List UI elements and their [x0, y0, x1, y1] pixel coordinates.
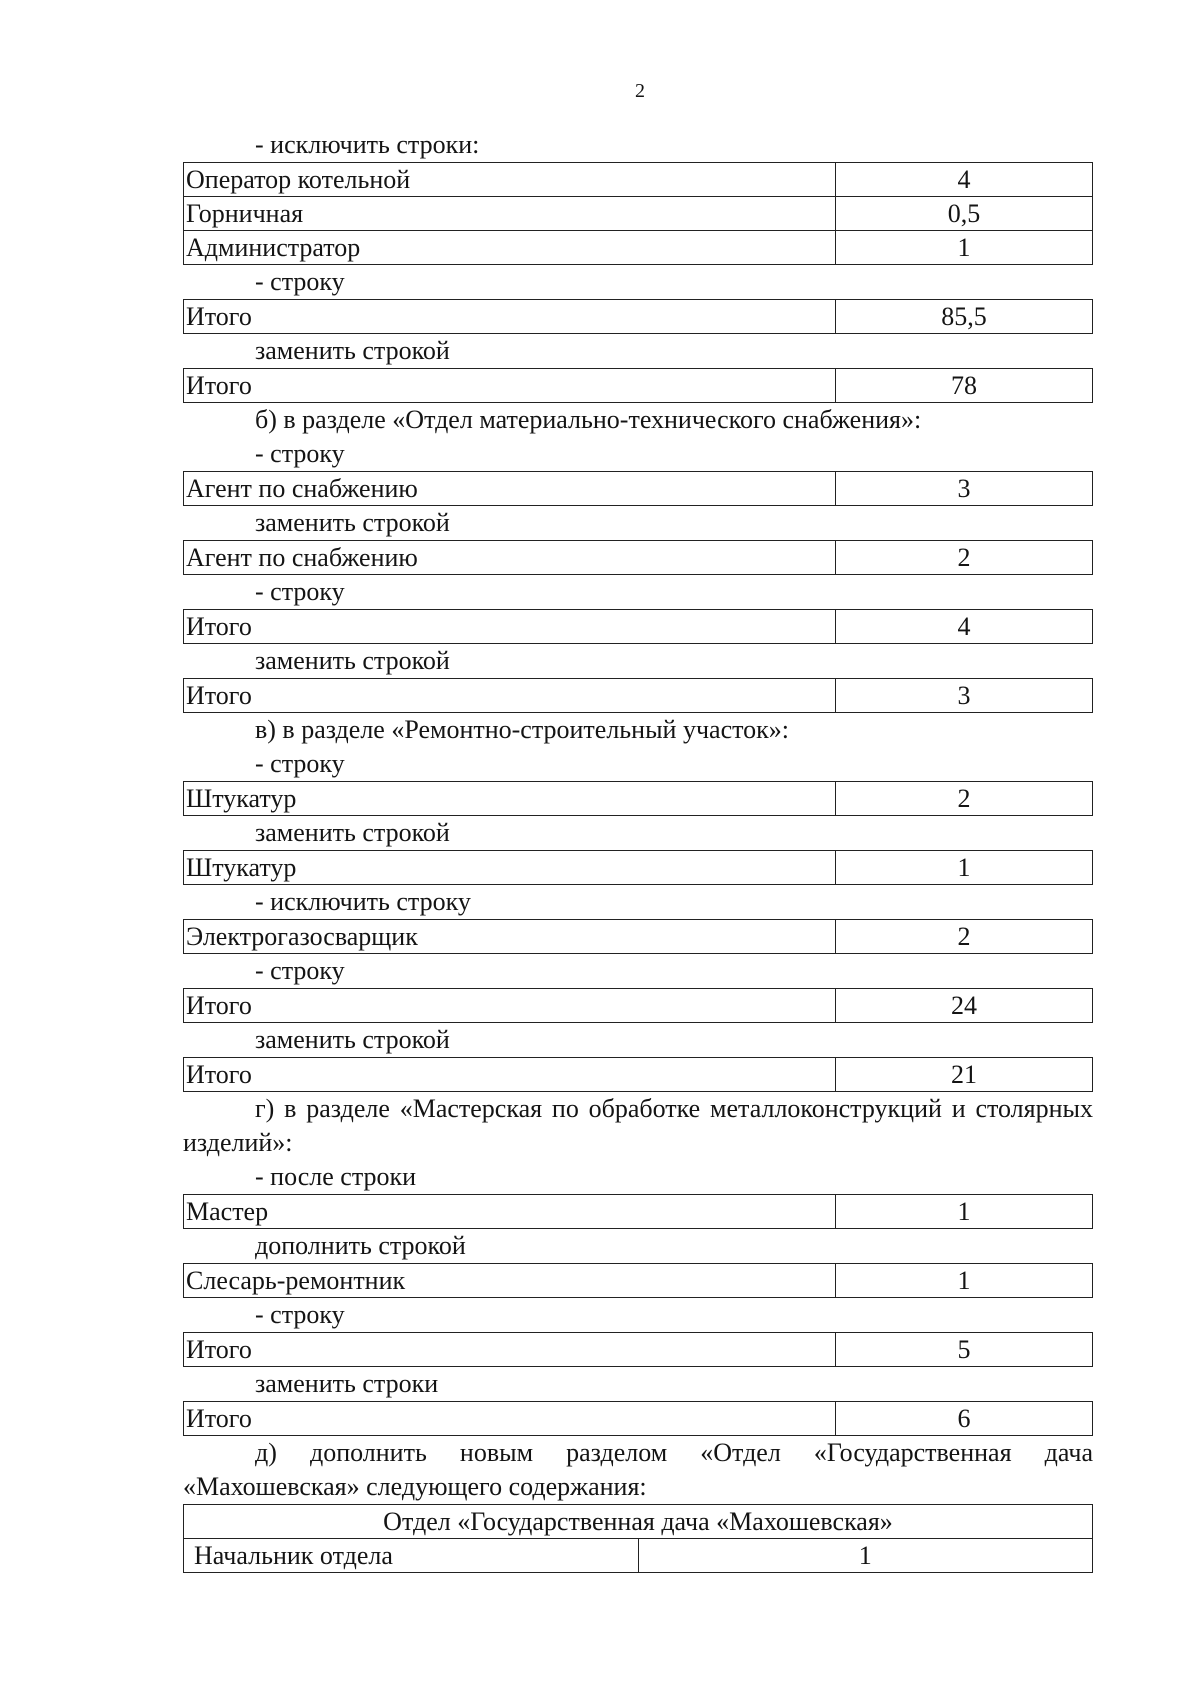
staff-table — [183, 988, 1093, 1023]
staff-table — [183, 368, 1093, 403]
instruction-line: - строку — [255, 267, 345, 296]
position-name-cell: Штукатур — [184, 851, 836, 885]
table-row — [184, 541, 1093, 575]
position-name-cell: Итого — [184, 300, 836, 334]
staff-table — [183, 1057, 1093, 1092]
table-header-cell: Отдел «Государственная дача «Махошевская» — [184, 1505, 1093, 1539]
position-name-cell: Оператор котельной — [184, 163, 836, 197]
staff-count-cell: 78 — [836, 369, 1093, 403]
table-header-row — [184, 1505, 1093, 1539]
position-name-cell: Мастер — [184, 1195, 836, 1229]
staff-table — [183, 781, 1093, 816]
position-name-cell: Агент по снабжению — [184, 541, 836, 575]
staff-count-cell: 2 — [836, 782, 1093, 816]
staff-count-cell: 24 — [836, 989, 1093, 1023]
staff-count-cell: 3 — [836, 679, 1093, 713]
staff-table — [183, 1332, 1093, 1367]
staff-table — [183, 1194, 1093, 1229]
instruction-line: заменить строкой — [255, 818, 450, 847]
staff-table — [183, 919, 1093, 954]
table-row — [184, 300, 1093, 334]
position-name-cell: Начальник отдела — [184, 1539, 639, 1573]
table-row — [184, 1264, 1093, 1298]
table-row — [184, 1333, 1093, 1367]
position-name-cell: Горничная — [184, 197, 836, 231]
staff-count-cell: 4 — [836, 163, 1093, 197]
position-name-cell: Итого — [184, 610, 836, 644]
position-name-cell: Итого — [184, 1058, 836, 1092]
table-row — [184, 231, 1093, 265]
staff-count-cell: 1 — [836, 1195, 1093, 1229]
staff-count-cell: 4 — [836, 610, 1093, 644]
section-paragraph: д) дополнить новым разделом «Отдел «Государственная дача «Махошевская» следующего содержания: — [183, 1438, 1093, 1501]
position-name-cell: Итого — [184, 369, 836, 403]
table-row — [184, 851, 1093, 885]
staff-table — [183, 299, 1093, 334]
instruction-line: - строку — [255, 1300, 345, 1329]
table-row — [184, 197, 1093, 231]
table-row — [184, 1195, 1093, 1229]
staff-table — [183, 1263, 1093, 1298]
instruction-line: - строку — [255, 439, 345, 468]
position-name-cell: Агент по снабжению — [184, 472, 836, 506]
table-row — [184, 1058, 1093, 1092]
position-name-cell: Итого — [184, 1333, 836, 1367]
staff-count-cell: 5 — [836, 1333, 1093, 1367]
table-row — [184, 472, 1093, 506]
instruction-line: - после строки — [255, 1162, 417, 1191]
position-name-cell: Штукатур — [184, 782, 836, 816]
staff-count-cell: 1 — [836, 1264, 1093, 1298]
table-row — [184, 1402, 1093, 1436]
staff-count-cell: 6 — [836, 1402, 1093, 1436]
staff-count-cell: 2 — [836, 541, 1093, 575]
position-name-cell: Администратор — [184, 231, 836, 265]
staff-table — [183, 1401, 1093, 1436]
document-body — [183, 128, 1093, 1573]
staff-count-cell: 1 — [638, 1539, 1093, 1573]
table-row — [184, 163, 1093, 197]
page-number: 2 — [635, 80, 645, 102]
staff-table — [183, 1504, 1093, 1573]
instruction-line: заменить строкой — [255, 508, 450, 537]
instruction-line: заменить строкой — [255, 1025, 450, 1054]
instruction-line: б) в разделе «Отдел материально-технического снабжения»: — [255, 405, 922, 434]
position-name-cell: Слесарь-ремонтник — [184, 1264, 836, 1298]
instruction-line: - исключить строку — [255, 887, 471, 916]
table-row — [184, 989, 1093, 1023]
table-row — [184, 1539, 1093, 1573]
position-name-cell: Итого — [184, 1402, 836, 1436]
instruction-line: заменить строки — [255, 1369, 439, 1398]
section-paragraph: г) в разделе «Мастерская по обработке металлоконструкций и столярных изделий»: — [183, 1094, 1093, 1157]
table-row — [184, 610, 1093, 644]
staff-count-cell: 85,5 — [836, 300, 1093, 334]
position-name-cell: Итого — [184, 679, 836, 713]
staff-table — [183, 678, 1093, 713]
staff-count-cell: 1 — [836, 231, 1093, 265]
instruction-line: - строку — [255, 956, 345, 985]
staff-count-cell: 0,5 — [836, 197, 1093, 231]
instruction-line: - исключить строки: — [255, 130, 480, 159]
table-row — [184, 679, 1093, 713]
staff-table — [183, 609, 1093, 644]
staff-count-cell: 2 — [836, 920, 1093, 954]
instruction-line: заменить строкой — [255, 336, 450, 365]
table-row — [184, 782, 1093, 816]
staff-table — [183, 162, 1093, 265]
table-row — [184, 369, 1093, 403]
instruction-line: - строку — [255, 749, 345, 778]
instruction-line: заменить строкой — [255, 646, 450, 675]
table-row — [184, 920, 1093, 954]
instruction-line: - строку — [255, 577, 345, 606]
staff-table — [183, 850, 1093, 885]
position-name-cell: Электрогазосварщик — [184, 920, 836, 954]
staff-count-cell: 21 — [836, 1058, 1093, 1092]
staff-count-cell: 3 — [836, 472, 1093, 506]
instruction-line: в) в разделе «Ремонтно-строительный участок»: — [255, 715, 789, 744]
staff-count-cell: 1 — [836, 851, 1093, 885]
staff-table — [183, 471, 1093, 506]
instruction-line: дополнить строкой — [255, 1231, 466, 1260]
position-name-cell: Итого — [184, 989, 836, 1023]
staff-table — [183, 540, 1093, 575]
